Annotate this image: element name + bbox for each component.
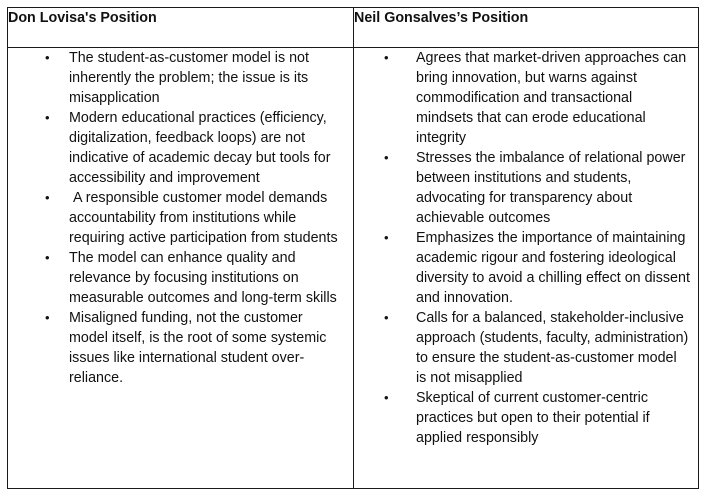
list-item <box>8 188 353 248</box>
list-item <box>8 108 353 188</box>
point-text: The model can enhance quality and relevance by focusing institutions on measurable outcomes and long-term skills <box>69 250 337 306</box>
list-item <box>8 48 353 108</box>
list-item <box>8 248 353 308</box>
list-item <box>354 148 698 228</box>
right-column-body <box>354 48 699 489</box>
header-row <box>8 8 699 48</box>
point-text: Modern educational practices (efficiency, digitalization, feedback loops) are not indicative of academic decay but tools for accessibility and improvement <box>69 110 331 186</box>
bullet-icon: • <box>384 50 389 65</box>
position-comparison-table <box>7 7 699 489</box>
point-text: Stresses the imbalance of relational power between institutions and students, advocating for transparency about achievable outcomes <box>416 150 686 226</box>
bullet-icon: • <box>45 50 50 65</box>
point-text: Agrees that market-driven approaches can bring innovation, but warns against commodification and transactional mindsets that can erode educational integrity <box>416 50 687 146</box>
bullet-icon: • <box>384 390 389 405</box>
list-item <box>354 308 698 388</box>
point-text: Emphasizes the importance of maintaining academic rigour and fostering ideological diversity to avoid a chilling effect on dissent and innovation. <box>416 230 690 306</box>
list-item <box>8 308 353 388</box>
list-item <box>354 388 698 448</box>
left-points-list <box>8 48 353 388</box>
bullet-icon: • <box>384 230 389 245</box>
right-points-list <box>354 48 698 448</box>
bullet-icon: • <box>45 310 50 325</box>
left-column-heading: Don Lovisa's Position <box>8 8 354 48</box>
bullet-icon: • <box>384 310 389 325</box>
list-item <box>354 48 698 148</box>
bullet-icon: • <box>384 150 389 165</box>
point-text: The student-as-customer model is not inherently the problem; the issue is its misapplication <box>69 50 309 106</box>
point-text: Skeptical of current customer-centric practices but open to their potential if applied responsibly <box>416 390 650 446</box>
bullet-icon: • <box>45 110 50 125</box>
right-column-heading: Neil Gonsalves’s Position <box>354 8 699 48</box>
bullet-icon: • <box>45 190 50 205</box>
point-text: Calls for a balanced, stakeholder-inclusive approach (students, faculty, administration) to ensure the student-as-customer model is not misapplied <box>416 310 689 386</box>
body-row <box>8 48 699 489</box>
list-item <box>354 228 698 308</box>
point-text: Misaligned funding, not the customer model itself, is the root of some systemic issues like international student over-reliance. <box>69 310 327 386</box>
left-column-body <box>8 48 354 489</box>
bullet-icon: • <box>45 250 50 265</box>
point-text: A responsible customer model demands accountability from institutions while requiring active participation from students <box>69 190 338 246</box>
